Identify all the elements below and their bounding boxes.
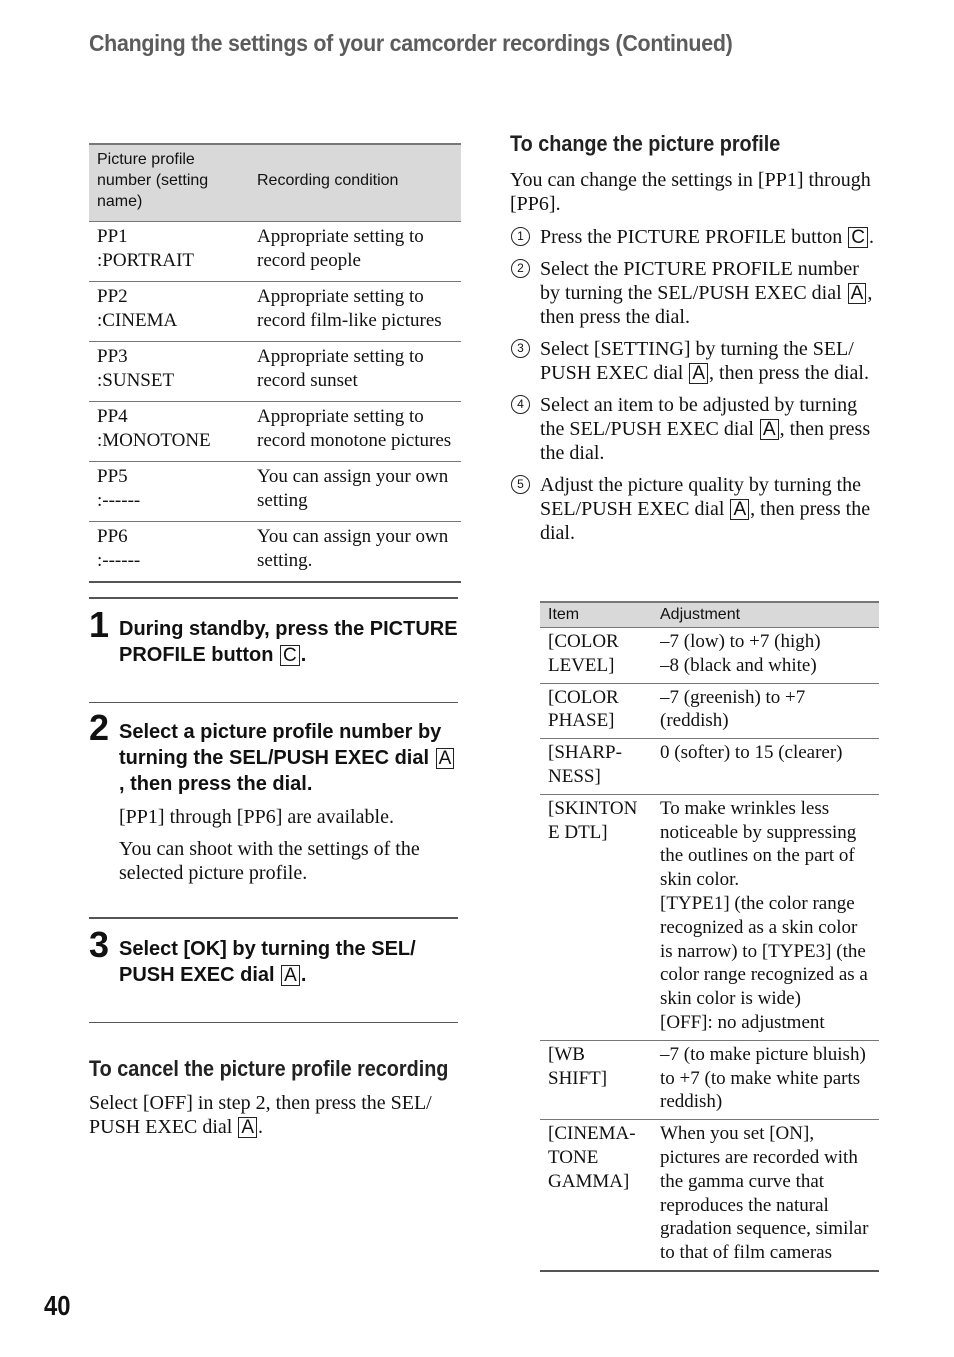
step-2	[89, 702, 458, 893]
adjustment-line: –7 (to make picture bluish) to +7 (to make white parts reddish)	[660, 1043, 866, 1113]
profile-table-container	[89, 143, 461, 583]
step-number: 3	[89, 924, 110, 965]
item-cell: [SHARP-NESS]	[540, 739, 652, 795]
table-row	[540, 794, 879, 1040]
key-label: A	[848, 283, 867, 304]
item-cell: [COLOR LEVEL]	[540, 628, 652, 684]
table-row	[540, 628, 879, 684]
recording-condition-cell: Appropriate setting to record sunset	[249, 342, 461, 402]
cancel-text-before: Select [OFF] in step 2, then press the SEL/ PUSH EXEC dial	[89, 1092, 432, 1138]
adjustment-line: [OFF]: no adjustment	[660, 1011, 825, 1033]
item-text-after: , then press the dial.	[540, 498, 871, 544]
adjustment-cell	[652, 739, 879, 795]
circled-number-marker: 4	[511, 395, 530, 414]
step-instruction	[119, 599, 458, 668]
profile-number-cell	[89, 522, 249, 583]
item-text-after: .	[868, 226, 874, 248]
profile-number-cell	[89, 282, 249, 342]
key-label: C	[848, 227, 868, 248]
profile-number: PP4	[97, 406, 128, 427]
profile-setting-name: :------	[97, 490, 141, 511]
adjustment-line: –7 (greenish) to +7 (reddish)	[660, 686, 806, 732]
profile-table	[89, 143, 461, 583]
change-section	[510, 168, 878, 553]
step-text-after: , then press the dial.	[119, 773, 313, 795]
table-row	[540, 739, 879, 795]
cancel-heading: To cancel the picture profile recording	[89, 1056, 449, 1081]
item-cell: [SKINTON E DTL]	[540, 794, 652, 1040]
table-row	[89, 522, 461, 583]
profile-setting-name: :MONOTONE	[97, 430, 211, 451]
item-text-before: Press the PICTURE PROFILE button	[540, 226, 843, 248]
button-c-key: C	[280, 645, 300, 666]
step-description	[119, 805, 458, 885]
dial-a-key: A	[238, 1117, 257, 1138]
step-text-after: .	[300, 964, 307, 986]
profile-number: PP2	[97, 286, 128, 307]
item-text-before: Adjust the picture quality by turning the SEL/PUSH EXEC dial	[540, 474, 862, 520]
dial-a-key: A	[281, 965, 300, 986]
profile-number-cell	[89, 222, 249, 282]
profile-number-cell	[89, 462, 249, 522]
step-text-before: Select [OK] by turning the SEL/ PUSH EXEC dial	[119, 938, 416, 986]
step-text-before: During standby, press the PICTURE PROFILE button	[119, 618, 458, 666]
step-text-before: Select a picture profile number by turning the SEL/PUSH EXEC dial	[119, 721, 442, 769]
step-note: [PP1] through [PP6] are available.	[119, 806, 394, 828]
step-number: 1	[89, 604, 110, 645]
item-text-after: , then press the dial.	[709, 362, 869, 384]
table-row	[89, 222, 461, 282]
adjustment-line: 0 (softer) to 15 (clearer)	[660, 742, 843, 764]
divider	[89, 1022, 458, 1023]
list-item	[510, 257, 878, 329]
table-row	[89, 462, 461, 522]
profile-number-cell	[89, 342, 249, 402]
recording-condition-cell: Appropriate setting to record monotone pictures	[249, 402, 461, 462]
profile-setting-name: :SUNSET	[97, 370, 175, 391]
adjustment-cell	[652, 1120, 879, 1271]
key-label: A	[760, 419, 779, 440]
step-instruction	[119, 919, 458, 988]
change-intro: You can change the settings in [PP1] through [PP6].	[510, 169, 871, 215]
profile-table-header-row	[89, 144, 461, 222]
item-text-after: , then press the dial.	[540, 282, 873, 328]
table-row	[89, 342, 461, 402]
page-number: 40	[44, 1290, 71, 1321]
item-text-before: Select the PICTURE PROFILE number by turning the SEL/PUSH EXEC dial	[540, 258, 859, 304]
recording-condition-cell: Appropriate setting to record film-like pictures	[249, 282, 461, 342]
profile-number-cell	[89, 402, 249, 462]
cancel-text	[89, 1091, 461, 1139]
item-cell: [COLOR PHASE]	[540, 683, 652, 739]
profile-number: PP6	[97, 526, 128, 547]
adjustment-cell	[652, 794, 879, 1040]
list-item	[510, 473, 878, 545]
table-row	[89, 282, 461, 342]
adjustment-line: –8 (black and white)	[660, 654, 817, 676]
step-number: 2	[89, 707, 110, 748]
adjustment-table	[540, 601, 879, 1272]
change-heading: To change the picture profile	[510, 131, 781, 156]
adjustment-table-header-item: Item	[540, 602, 652, 628]
table-row	[540, 683, 879, 739]
profile-setting-name: :PORTRAIT	[97, 250, 195, 271]
circled-number-marker: 5	[511, 475, 530, 494]
adjustment-line: –7 (low) to +7 (high)	[660, 631, 821, 652]
item-cell: [CINEMA-TONE GAMMA]	[540, 1120, 652, 1271]
adjustment-cell	[652, 1040, 879, 1119]
adjustment-line: To make wrinkles less noticeable by suppressing the outlines on the part of skin color.	[660, 797, 857, 891]
list-item	[510, 393, 878, 465]
key-label: A	[689, 363, 708, 384]
circled-number-marker: 1	[511, 227, 530, 246]
cancel-text-after: .	[258, 1116, 264, 1138]
recording-condition-cell: You can assign your own setting.	[249, 522, 461, 583]
list-item	[510, 225, 878, 249]
adjustment-line: [TYPE1] (the color range recognized as a skin color is narrow) to [TYPE3] (the color range recognized as a skin color is wide)	[660, 892, 868, 1010]
profile-number: PP1	[97, 226, 128, 247]
adjustment-table-header-adjustment: Adjustment	[652, 602, 879, 628]
list-item	[510, 337, 878, 385]
profile-number: PP5	[97, 466, 128, 487]
circled-number-marker: 3	[511, 339, 530, 358]
item-text-before: Select an item to be adjusted by turning the SEL/PUSH EXEC dial	[540, 394, 858, 440]
circled-number-marker: 2	[511, 259, 530, 278]
step-note: You can shoot with the settings of the selected picture profile.	[119, 838, 420, 884]
item-text-before: Select [SETTING] by turning the SEL/ PUSH EXEC dial	[540, 338, 854, 384]
item-cell: [WB SHIFT]	[540, 1040, 652, 1119]
profile-setting-name: :CINEMA	[97, 310, 178, 331]
recording-condition-cell: Appropriate setting to record people	[249, 222, 461, 282]
page-title: Changing the settings of your camcorder recordings (Continued)	[89, 30, 733, 56]
table-row	[89, 402, 461, 462]
profile-setting-name: :------	[97, 550, 141, 571]
adjustment-cell	[652, 628, 879, 684]
step-1	[89, 597, 458, 668]
adjustment-line: When you set [ON], pictures are recorded with the gamma curve that reproduces the natural gradation sequence, similar to that of film cameras	[660, 1123, 869, 1264]
table-row	[540, 1120, 879, 1271]
key-label: A	[730, 499, 749, 520]
change-steps-list	[510, 225, 878, 545]
step-instruction	[119, 702, 458, 797]
step-3	[89, 917, 458, 988]
adjustment-cell	[652, 683, 879, 739]
profile-number: PP3	[97, 346, 128, 367]
dial-a-key: A	[436, 748, 455, 769]
item-text-after: , then press the dial.	[540, 418, 871, 464]
table-row	[540, 1040, 879, 1119]
adjustment-table-header-row	[540, 602, 879, 628]
profile-table-header-condition: Recording condition	[249, 144, 461, 222]
recording-condition-cell: You can assign your own setting	[249, 462, 461, 522]
step-text-after: .	[300, 644, 307, 666]
profile-table-header-number: Picture profile number (setting name)	[89, 144, 249, 222]
